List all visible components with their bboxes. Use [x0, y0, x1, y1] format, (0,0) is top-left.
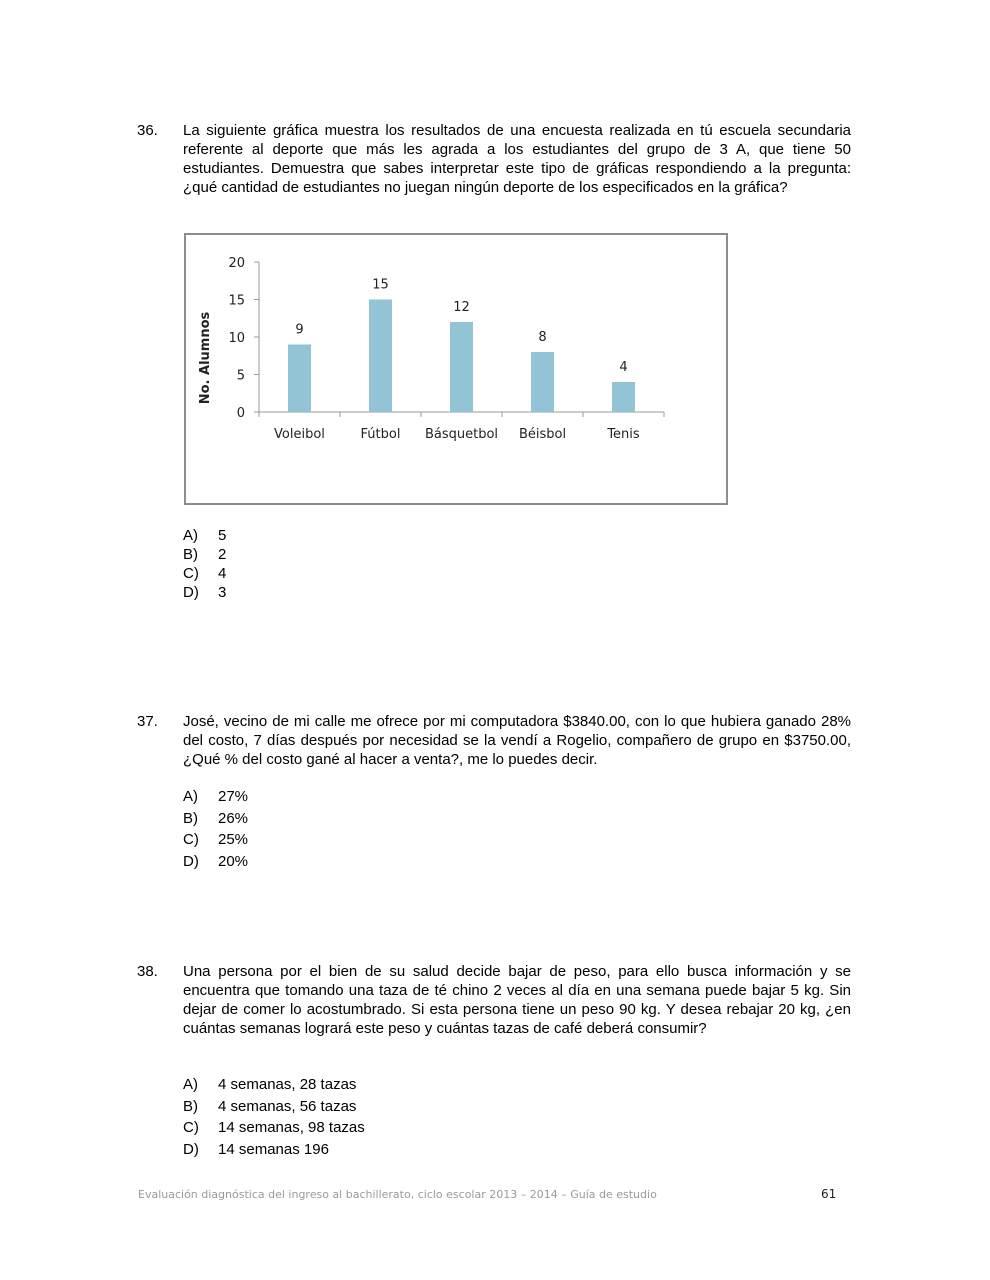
option[interactable]: B) 26% — [183, 809, 249, 827]
y-tick-label: 5 — [236, 368, 245, 384]
options-list — [183, 786, 248, 872]
options-list — [183, 1074, 365, 1160]
bar-chart — [184, 233, 728, 505]
question-number: 38. — [137, 963, 158, 980]
option[interactable]: D) 3 — [183, 584, 227, 601]
bar — [288, 345, 311, 413]
bar — [612, 382, 635, 412]
option[interactable]: B) 2 — [183, 546, 227, 563]
bar — [369, 300, 392, 413]
category-label: Béisbol — [518, 427, 567, 442]
bar-value-label: 9 — [295, 322, 304, 338]
category-label: Tenis — [607, 427, 640, 442]
option[interactable]: C) 4 — [183, 565, 227, 582]
category-label: Voleibol — [274, 427, 325, 442]
y-tick-label: 0 — [236, 406, 245, 421]
option[interactable]: A) 4 semanas, 28 tazas — [183, 1076, 357, 1093]
question-text: José, vecino de mi calle me ofrece por mi computadora $3840.00, con lo que hubiera ganado 28% del costo, 7 días después por necesidad se la vendí a Rogelio, compañero de grupo en $3750.00, ¿Qué % del costo gané al hacer a venta?, me lo puedes decir. — [183, 713, 851, 768]
question-number: 36. — [137, 122, 158, 139]
y-tick-label: 10 — [228, 331, 245, 346]
category-label: Fútbol — [360, 427, 401, 442]
y-axis-label: No. Alumnos — [198, 311, 213, 405]
options-list — [183, 526, 226, 602]
bar-value-label: 12 — [453, 300, 470, 315]
bar — [531, 352, 554, 412]
question-text: Una persona por el bien de su salud decide bajar de peso, para ello busca información y se encuentra que tomando una taza de té chino 2 veces al día en una semana puede bajar 5 kg. Sin dejar de comer lo acostumbrado. Si esta persona tiene un peso 90 kg. Y desea rebajar 20 kg, ¿en cuántas semanas logrará este peso y cuántas tazas de café deberá consumir? — [183, 963, 851, 1037]
page-number: 61 — [821, 1187, 837, 1201]
bar-value-label: 8 — [538, 330, 547, 345]
bar-chart-svg — [186, 235, 726, 503]
option[interactable]: B) 4 semanas, 56 tazas — [183, 1097, 357, 1115]
y-tick-label: 20 — [228, 256, 245, 271]
footer-text: Evaluación diagnóstica del ingreso al bachillerato, ciclo escolar 2013 – 2014 – Guía de estudio — [138, 1188, 657, 1201]
category-label: Básquetbol — [424, 427, 499, 442]
bar-value-label: 15 — [372, 277, 389, 293]
question-text: La siguiente gráfica muestra los resultados de una encuesta realizada en tú escuela secundaria referente al deporte que más les agrada a los estudiantes del grupo de 3 A, que tiene 50 estudiantes. Demuestra que sabes interpretar este tipo de gráficas respondiendo a la pregunta: ¿qué cantidad de estudiantes no juegan ningún deporte de los especificados en la gráfica? — [183, 122, 851, 196]
option[interactable]: C) 25% — [183, 831, 249, 848]
bar — [450, 322, 473, 412]
bar-value-label: 4 — [619, 360, 628, 375]
option[interactable]: D) 20% — [183, 852, 249, 870]
y-tick-label: 15 — [228, 293, 245, 309]
option[interactable]: D) 14 semanas 196 — [183, 1140, 329, 1158]
question-number: 37. — [137, 713, 158, 730]
option[interactable]: A) 27% — [183, 788, 249, 805]
option[interactable]: A) 5 — [183, 527, 227, 544]
option[interactable]: C) 14 semanas, 98 tazas — [183, 1119, 365, 1136]
